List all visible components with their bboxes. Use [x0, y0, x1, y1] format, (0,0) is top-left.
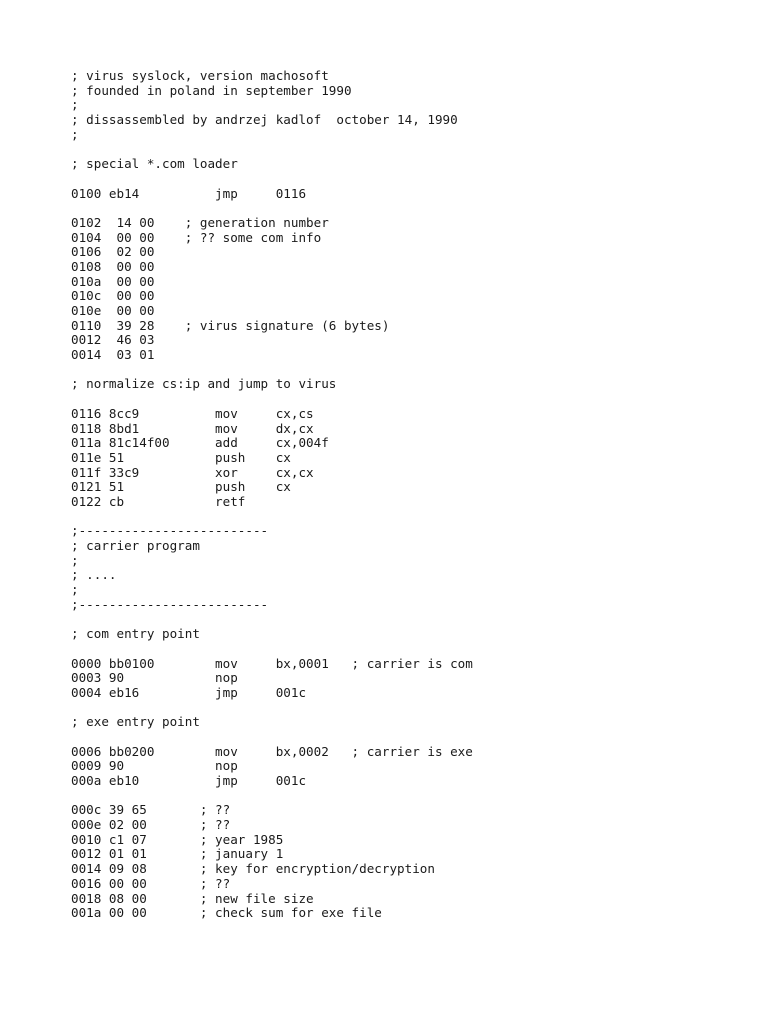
- code-line: 010e 00 00: [71, 303, 155, 318]
- blank-line: [71, 201, 751, 216]
- comment-line: ; special *.com loader: [71, 156, 238, 172]
- code-line: 0110 39 28 ; virus signature (6 bytes): [71, 317, 390, 333]
- comment-line: ; carrier program: [71, 538, 200, 553]
- code-line: 0018 08 00 ; new file size: [71, 890, 314, 906]
- comment-line: ; ....: [71, 567, 117, 583]
- code-line: 0004 eb16 jmp 001c: [71, 684, 307, 700]
- code-line: 0009 90 nop: [71, 758, 238, 774]
- code-line: 0121 51 push cx: [71, 479, 291, 495]
- code-line: 0000 bb0100 mov bx,0001 ; carrier is com: [71, 655, 473, 671]
- code-line: 0104 00 00 ; ?? some com info: [71, 229, 322, 245]
- code-line: 0010 c1 07 ; year 1985: [71, 831, 284, 847]
- blank-line: [71, 510, 751, 525]
- comment-line: ;: [71, 97, 79, 113]
- code-line: 011a 81c14f00 add cx,004f: [71, 435, 329, 451]
- code-line: 010a 00 00: [71, 273, 155, 289]
- comment-line: ; com entry point: [71, 626, 200, 642]
- comment-line: ; dissassembled by andrzej kadlof october 14, 1990: [71, 112, 458, 128]
- disassembly-listing: [71, 69, 751, 921]
- code-line: 000c 39 65 ; ??: [71, 802, 231, 818]
- code-line: 010c 00 00: [71, 288, 155, 304]
- blank-line: [71, 730, 751, 745]
- comment-line: ; virus syslock, version machosoft: [71, 68, 329, 83]
- comment-line: ; exe entry point: [71, 714, 200, 730]
- document-page: [71, 69, 751, 921]
- comment-line: ;-------------------------: [71, 523, 269, 539]
- code-line: 0012 46 03: [71, 332, 155, 348]
- blank-line: [71, 172, 751, 187]
- comment-line: ;: [71, 552, 79, 568]
- code-line: 0102 14 00 ; generation number: [71, 214, 329, 230]
- comment-line: ; normalize cs:ip and jump to virus: [71, 376, 337, 392]
- comment-line: ; founded in poland in september 1990: [71, 82, 352, 98]
- code-line: 0122 cb retf: [71, 493, 246, 509]
- comment-line: ;: [71, 582, 79, 598]
- code-line: 000a eb10 jmp 001c: [71, 773, 307, 788]
- code-line: 0118 8bd1 mov dx,cx: [71, 420, 314, 436]
- blank-line: [71, 363, 751, 378]
- code-line: 011e 51 push cx: [71, 449, 291, 465]
- code-line: 001a 00 00 ; check sum for exe file: [71, 905, 382, 921]
- code-line: 0006 bb0200 mov bx,0002 ; carrier is exe: [71, 743, 473, 759]
- code-line: 0016 00 00 ; ??: [71, 875, 231, 891]
- code-line: 0100 eb14 jmp 0116: [71, 185, 307, 201]
- blank-line: [71, 392, 751, 407]
- code-line: 011f 33c9 xor cx,cx: [71, 464, 314, 480]
- blank-line: [71, 642, 751, 657]
- blank-line: [71, 789, 751, 804]
- code-line: 0012 01 01 ; january 1: [71, 846, 284, 862]
- code-line: 0116 8cc9 mov cx,cs: [71, 405, 314, 421]
- comment-line: ;: [71, 126, 79, 142]
- comment-line: ;-------------------------: [71, 596, 269, 612]
- code-line: 0108 00 00: [71, 258, 155, 274]
- blank-line: [71, 612, 751, 627]
- code-line: 0014 03 01: [71, 347, 155, 363]
- code-line: 0106 02 00: [71, 244, 155, 260]
- code-line: 000e 02 00 ; ??: [71, 817, 231, 833]
- blank-line: [71, 142, 751, 157]
- code-line: 0014 09 08 ; key for encryption/decryption: [71, 861, 435, 877]
- blank-line: [71, 701, 751, 716]
- code-line: 0003 90 nop: [71, 670, 238, 686]
